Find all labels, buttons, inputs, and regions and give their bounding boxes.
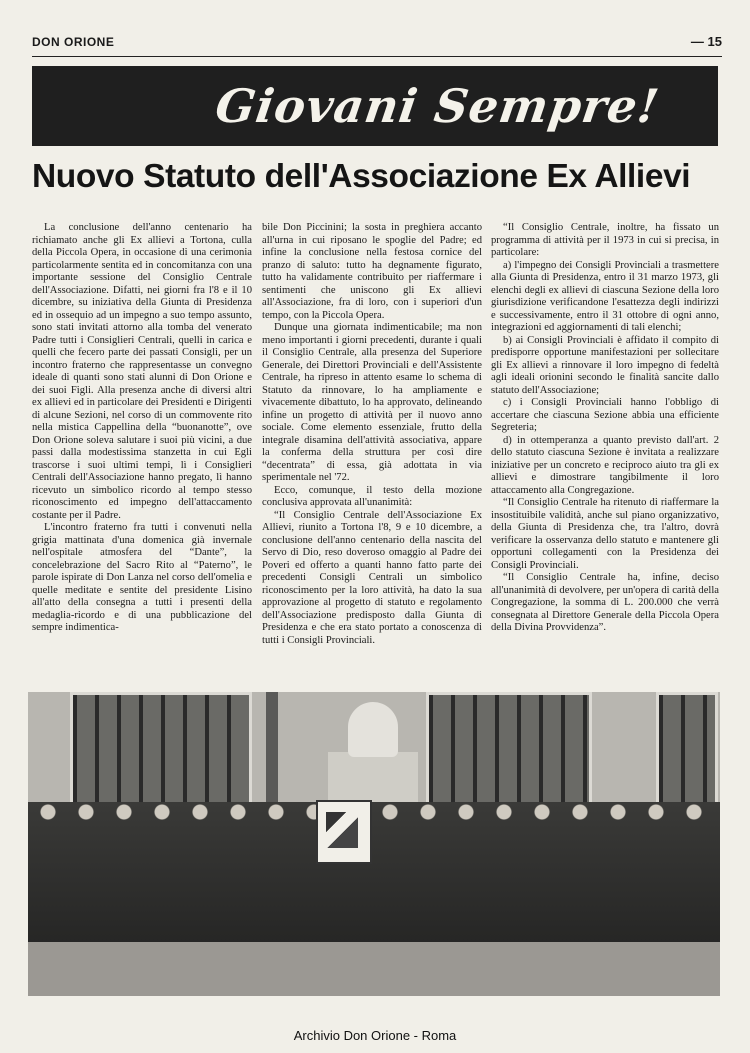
paragraph: L'incontro fraterno fra tutti i convenuti nella grigia mattinata d'una domenica già invernale nell'ospitale atmosfera del “Dante”, la concelebrazione del Sacro Rito al “Paterno”, le parole ispirate di Don Lanza nel corso dell'omelia e quelle meditate e sentite del presidente Lisino all'atto della consegna a tutti i presenti della medaglia-ricordo e di una pubblicazione del sempre indimentica- <box>32 522 252 633</box>
photo-bust <box>348 702 398 757</box>
paragraph: c) i Consigli Provinciali hanno l'obbligo di accertare che ciascuna Sezione abbia una efficiente Segreteria; <box>491 397 719 433</box>
paragraph: “Il Consiglio Centrale dell'Associazione Ex Allievi, riunito a Tortona l'8, 9 e 10 dicembre, a conclusione dell'anno centenario della nascita del Servo di Dio, reso doveroso omaggio al Padre dei Poveri ed offerto a quanti hanno fatto parte dei precedenti Consigli Centrali un simbolico riconoscimento per la loro attività, ha dato la sua approvazione al progetto di statuto e regolamento dell'Associazione predisposto dalla Giunta di Presidenza e che era stato portato a conoscenza di tutti i Consigli Provinciali. <box>262 509 482 646</box>
article-column-1 <box>32 222 252 684</box>
publication-name: DON ORIONE <box>32 35 115 49</box>
paragraph: a) l'impegno dei Consigli Provinciali a trasmettere alla Giunta di Presidenza, entro il 31 marzo 1973, gli elenchi degli ex allievi di ciascuna Sezione della loro giurisdizione verificandone l'esattezza degli indirizzi e successivamente, entro il 31 ottobre di ogni anno, integrazioni ed aggiornamenti di tali elenchi; <box>491 259 719 333</box>
page-number: — 15 <box>690 34 722 49</box>
running-header <box>32 34 722 57</box>
archive-footer: Archivio Don Orione - Roma <box>293 1028 457 1043</box>
paragraph: Ecco, comunque, il testo della mozione conclusiva approvata all'unanimità: <box>262 484 482 508</box>
paragraph: “Il Consiglio Centrale ha ritenuto di riaffermare la insostituibile validità, anche sul piano organizzativo, della Giunta di Presidenza che, tra l'altro, dovrà verificare la osservanza dello statuto e mantenere gli opportuni collegamenti con la Presidenza dei Consigli Provinciali. <box>491 497 719 571</box>
group-photo <box>28 692 720 996</box>
paragraph: b) ai Consigli Provinciali è affidato il compito di predisporre opportune manifestazioni per sollecitare gli Ex allievi a rinnovare il loro impegno di fedeltà agli ideali orionini secondo le finalità sancite dallo statuto dell'Associazione; <box>491 334 719 396</box>
photo-ground <box>28 942 720 996</box>
article-headline: Nuovo Statuto dell'Associazione Ex Allievi <box>32 158 691 195</box>
paragraph: “Il Consiglio Centrale ha, infine, deciso all'unanimità di devolvere, per un'opera di carità della Congregazione, la somma di L. 200.000 che verrà consegnata al Direttore Generale della Piccola Opera della Divina Provvidenza”. <box>491 572 719 633</box>
photo-window <box>656 692 718 808</box>
article-column-2 <box>262 222 482 684</box>
photo-crowd <box>28 802 720 952</box>
paragraph: d) in ottemperanza a quanto previsto dall'art. 2 dello statuto ciascuna Sezione è invitata a realizzare iniziative per un concreto e reciproco aiuto tra gli ex allievi e dimostrare tangibilmente il loro attaccamento alla Congregazione. <box>491 434 719 496</box>
photo-window <box>70 692 252 808</box>
photo-window <box>426 692 592 808</box>
paragraph: “Il Consiglio Centrale, inoltre, ha fissato un programma di attività per il 1973 in cui si precisa, in particolare: <box>491 222 719 258</box>
paragraph: La conclusione dell'anno centenario ha richiamato anche gli Ex allievi a Tortona, culla della Piccola Opera, in occasione di una cerimonia particolarmente sentita ed in concomitanza con una importante sessione del Consiglio Centrale dell'Associazione. Difatti, nei giorni fra l'8 e il 10 dicembre, su iniziativa della Giunta di Presidenza ed in ossequio ad un impegno a suo tempo assunto, sono stati invitati attorno alla tomba del venerato Padre tutti i Consiglieri Centrali, quelli in carica e quelli che fecero parte dei passati Consigli, per un incontro fraterno che rappresentasse un convegno ideale di quanti sono stati alunni di Don Orione e dei suoi Figli. Alla presenza anche di diversi altri ex allievi ed in particolare dei Presidenti e Dirigenti di alcune Sezioni, nel corso di un commovente rito nella mistica Cappellina della “buonanotte”, ove Don Orione soleva salutare i suoi più vicini, a due passi dalla modestissima stanzetta in cui Egli trascorse i suoi ultimi tempi, lì i Consiglieri Centrali dell'Associazione hanno pregato, lì hanno ricevuto un simbolico ricordo al tempo stesso riconoscimento ed impegno dell'attaccamento costante per il Padre. <box>32 222 252 521</box>
photo-banner-flag <box>316 800 372 864</box>
paragraph: Dunque una giornata indimenticabile; ma non meno importanti i giorni precedenti, durante i quali il Consiglio Centrale, alla presenza del Superiore Generale, dei Direttori Provinciali e dell'Assistente Centrale, ha ripreso in attento esame lo schema di Statuto da rinnovare, lo ha ampliamente e vivacemente dibattuto, lo ha approvato, delineando infine un progetto di attività per il nuovo anno sociale. Come elemento essenziale, frutto della integrale disamina dell'attività associativa, appare la conferma della struttura per così dire “decentrata” di essa, già adottata in via sperimentale nel '72. <box>262 322 482 483</box>
article-column-3 <box>491 222 719 684</box>
paragraph: bile Don Piccinini; la sosta in preghiera accanto all'urna in cui riposano le spoglie del Padre; ed infine la conclusione nella festosa cornice del pranzo di saluto: tutto ha degnamente figurato, tutto ha validamente contribuito per riaffermare i sentimenti che uniscono gli Ex allievi all'Associazione, fra di loro, con i superiori d'un tempo, con la Piccola Opera. <box>262 222 482 321</box>
section-banner <box>32 66 718 146</box>
banner-title: Giovani Sempre! <box>212 79 663 133</box>
